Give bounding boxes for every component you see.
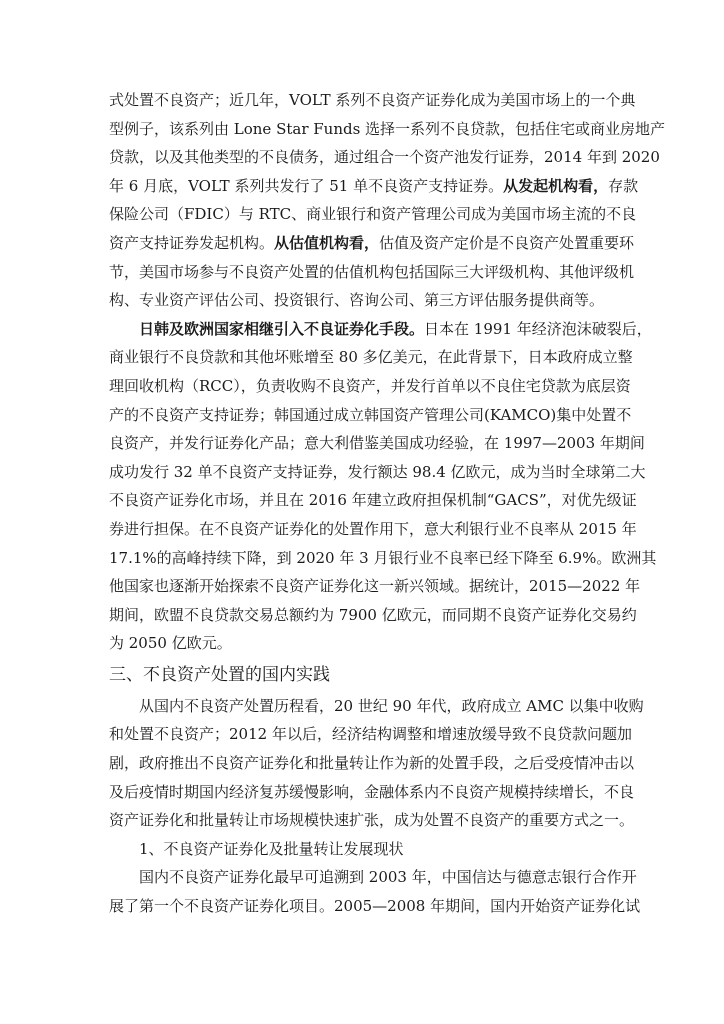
- paragraph-japan-korea-europe: [109, 315, 657, 658]
- text-line: 他国家也逐渐开始探索不良资产证券化这一新兴领域。据统计，2015—2022 年: [109, 577, 641, 596]
- text-line: 成功发行 32 单不良资产支持证券，发行额达 98.4 亿欧元，成为当时全球第二大: [109, 462, 646, 481]
- text-span: 日本在 1991 年经济泡沫破裂后，: [424, 319, 652, 338]
- paragraph-securitization-status: [109, 863, 641, 920]
- text-line: 贷款，以及其他类型的不良债务，通过组合一个资产池发行证券，2014 年到 2020: [109, 148, 660, 167]
- bold-phrase-valuation: 从估值机构看，: [274, 233, 380, 252]
- text-line: [109, 172, 639, 201]
- text-span: 存款: [608, 176, 639, 195]
- text-line: 商业银行不良贷款和其他坏账增至 80 多亿美元，在此背景下，日本政府成立整: [109, 348, 633, 367]
- section-heading: 三、不良资产处置的国内实践: [109, 664, 330, 685]
- text-line: 式处置不良资产；近几年，VOLT 系列不良资产证券化成为美国市场上的一个典: [109, 91, 636, 109]
- text-span: 资产支持证券发起机构。: [109, 233, 275, 252]
- text-line: 剧，政府推出不良资产证券化和批量转让作为新的处置手段，之后受疫情冲击以: [109, 754, 635, 773]
- text-column: [109, 86, 666, 921]
- text-line: 及后疫情时期国内经济复苏缓慢影响，金融体系内不良资产规模持续增长，不良: [109, 782, 635, 801]
- text-line: 构、专业资产评估公司、投资银行、咨询公司、第三方评估服务提供商等。: [109, 291, 605, 310]
- text-line: 节，美国市场参与不良资产处置的估值机构包括国际三大评级机构、其他评级机: [109, 262, 635, 281]
- text-line: 券进行担保。在不良资产证券化的处置作用下，意大利银行业不良率从 2015 年: [109, 519, 637, 538]
- text-line: 期间，欧盟不良贷款交易总额约为 7900 亿欧元，而同期不良资产证券化交易约: [109, 605, 637, 624]
- text-line: 良资产，并发行证券化产品；意大利借鉴美国成功经验，在 1997—2003 年期间: [109, 434, 645, 453]
- text-line: 资产证券化和批量转让市场规模快速扩张，成为处置不良资产的重要方式之一。: [109, 811, 635, 830]
- text-line: 型例子，该系列由 Lone Star Funds 选择一系列不良贷款，包括住宅或商业房地产: [109, 119, 666, 138]
- text-line: 17.1%的高峰持续下降，到 2020 年 3 月银行业不良率已经下降至 6.9%。欧洲其: [109, 548, 657, 567]
- text-line: [109, 315, 652, 344]
- text-line: 展了第一个不良资产证券化项目。2005—2008 年期间，国内开始资产证券化试: [109, 897, 641, 916]
- text-span: 年 6 月底，VOLT 系列共发行了 51 单不良资产支持证券。: [109, 176, 504, 195]
- paragraph-domestic-history: [109, 692, 644, 835]
- text-line: 不良资产证券化市场，并且在 2016 年建立政府担保机制“GACS”，对优先级证: [109, 491, 637, 510]
- subsection-heading: 1、不良资产证券化及批量转让发展现状: [139, 839, 404, 858]
- bold-lead-sentence: 日韩及欧洲国家相继引入不良证券化手段。: [139, 319, 425, 338]
- text-line: 和处置不良资产；2012 年以后，经济结构调整和增速放缓导致不良贷款问题加: [109, 725, 632, 744]
- text-line: 国内不良资产证券化最早可追溯到 2003 年，中国信达与德意志银行合作开: [139, 868, 637, 887]
- paragraph-us-market: [109, 86, 666, 315]
- text-line: 为 2050 亿欧元。: [109, 634, 232, 653]
- text-line: 理回收机构（RCC），负责收购不良资产，并发行首单以不良住宅贷款为底层资: [109, 376, 631, 395]
- text-line: 保险公司（FDIC）与 RTC、商业银行和资产管理公司成为美国市场主流的不良: [109, 205, 637, 224]
- text-line: [109, 229, 635, 258]
- text-span: 估值及资产定价是不良资产处置重要环: [379, 233, 635, 252]
- text-line: 产的不良资产支持证券；韩国通过成立韩国资产管理公司(KAMCO)集中处置不: [109, 405, 632, 424]
- text-line: 从国内不良资产处置历程看，20 世纪 90 年代，政府成立 AMC 以集中收购: [139, 696, 644, 715]
- bold-phrase-originators: 从发起机构看，: [503, 176, 609, 195]
